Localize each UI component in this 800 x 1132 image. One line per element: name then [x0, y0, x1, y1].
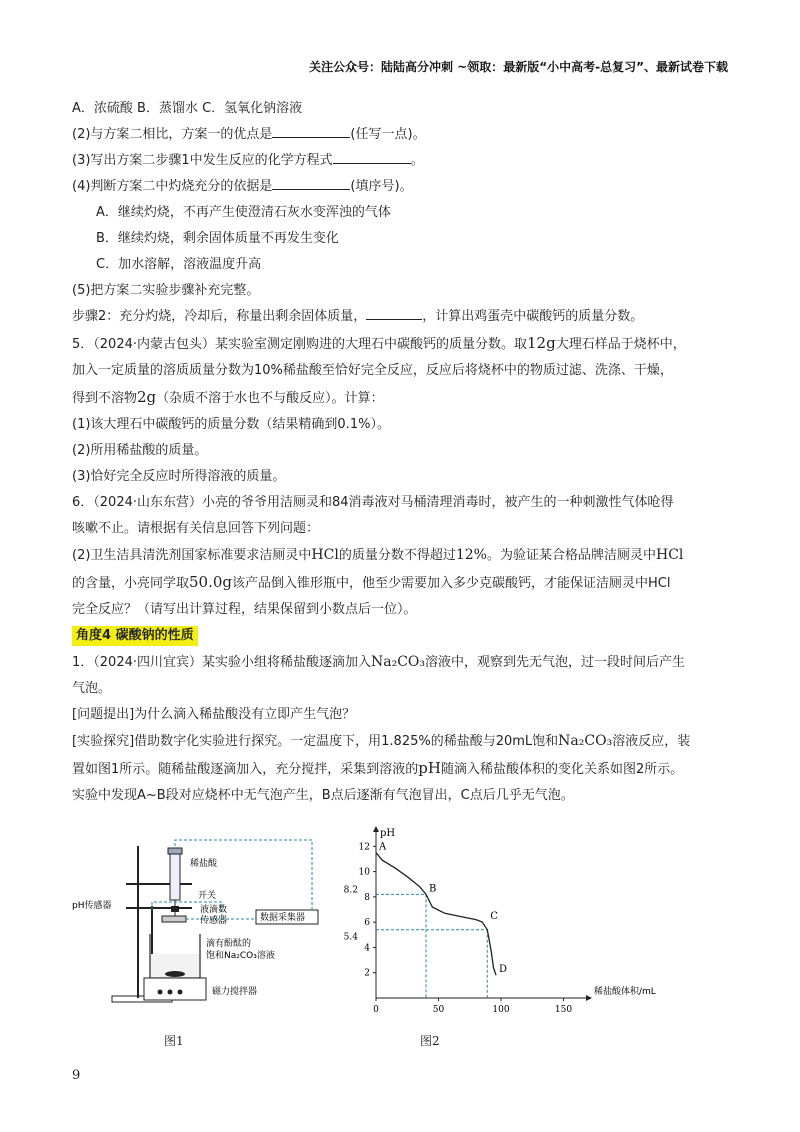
option-line: C．加水溶解，溶液温度升高: [96, 257, 262, 272]
y-axis-arrow: [373, 826, 379, 832]
drop-sensor: [162, 916, 186, 922]
x-tick-label: 0: [373, 1005, 379, 1015]
question-line: [72, 304, 732, 330]
question-line: (3)恰好完全反应时所得溶液的质量。: [72, 469, 286, 484]
option-line: B．继续灼烧，剩余固体质量不再发生变化: [96, 231, 339, 246]
question-line: [72, 728, 732, 755]
collector-label: 数据采集器: [260, 913, 306, 923]
y-tick-label: 4: [364, 943, 370, 954]
text: (2)与方案二相比，方案一的优点是: [72, 127, 273, 142]
x-tick-label: 150: [554, 1005, 573, 1015]
text: 溶液反应，装: [612, 734, 691, 749]
text: [实验探究]借助数字化实验进行探究。一定温度下，用1.825%的稀盐酸与20mL饱和: [72, 734, 559, 749]
question-line: (2)所用稀盐酸的质量。: [72, 443, 208, 458]
text: 的含量，小亮同学取: [72, 576, 190, 591]
math: 12g: [527, 334, 556, 352]
x-axis-arrow: [586, 995, 592, 1001]
x-tick-label: 50: [432, 1005, 445, 1015]
text: ，计算出鸡蛋壳中碳酸钙的质量分数。: [422, 309, 644, 324]
answer-blank[interactable]: [366, 305, 422, 320]
drop-label: 传感器: [200, 916, 228, 926]
math: HCl: [655, 547, 684, 563]
valve: [171, 906, 179, 912]
stir-bar: [165, 971, 185, 977]
drop-label: 液滴数: [200, 905, 228, 915]
x-axis-label: 稀盐酸体积/mL: [594, 987, 656, 997]
text: 1．（2024·四川宜宾）某实验小组将稀盐酸逐滴加入: [72, 655, 371, 670]
text: 置如图1所示。随稀盐酸逐滴加入，充分搅拌，采集到溶液的: [72, 762, 419, 777]
question-line: 加入一定质量的溶质质量分数为10%稀盐酸至恰好完全反应，反应后将烧杯中的物质过滤、洗涤、干燥，: [72, 363, 673, 378]
question-line: [72, 148, 732, 174]
solution-label: 滴有酚酞的: [206, 939, 252, 949]
answer-blank[interactable]: [272, 175, 350, 190]
figures: [72, 826, 732, 1056]
point-label: A: [379, 841, 387, 853]
document-body: [72, 96, 732, 809]
question-line: [72, 569, 732, 597]
text: 。: [410, 153, 424, 168]
point-label: C: [490, 911, 498, 923]
question-line: 气泡。: [72, 681, 112, 696]
knob: [158, 990, 163, 995]
question-line: [72, 755, 732, 783]
math: Na₂CO₃: [371, 654, 426, 670]
text: 随滴入稀盐酸体积的变化关系如图2所示。: [440, 762, 684, 777]
y-tick-label: 10: [358, 867, 370, 878]
text: 。为验证某合格品牌洁厕灵中: [486, 548, 656, 563]
text: 5．（2024·内蒙古包头）某实验室测定刚购进的大理石中碳酸钙的质量分数。取: [72, 337, 527, 352]
answer-blank[interactable]: [333, 149, 411, 164]
figure-2-caption: 图2: [420, 1034, 440, 1048]
text: (填序号)。: [350, 179, 413, 194]
question-line: [72, 174, 732, 200]
math: 50.0g: [189, 573, 233, 591]
x-tick-label: 100: [492, 1005, 510, 1015]
question-6: 6．（2024·山东东营）小亮的爷爷用洁厕灵和84消毒液对马桶清理消毒时，被产生的一种刺激性气体呛得: [72, 495, 674, 510]
stirrer-label: 磁力搅拌器: [212, 987, 258, 997]
question-line: [72, 542, 732, 569]
text: （杂质不溶于水也不与酸反应）。计算：: [156, 391, 384, 406]
math: HCl: [311, 547, 339, 563]
point-label: D: [499, 964, 508, 976]
question-line: 实验中发现A~B段对应烧杯中无气泡产生，B点后逐渐有气泡冒出，C点后几乎无气泡。: [72, 788, 574, 803]
y-tick-label: 2: [364, 968, 370, 979]
knob: [168, 990, 173, 995]
ref-value-label: 8.2: [343, 885, 358, 896]
magnetic-stirrer: [144, 978, 206, 1000]
option-line: A．浓硫酸 B．蒸馏水 C．氢氧化钠溶液: [72, 101, 303, 116]
question-line: 完全反应？（请写出计算过程，结果保留到小数点后一位）。: [72, 602, 417, 617]
option-line: A．继续灼烧，不再产生使澄清石灰水变浑浊的气体: [96, 205, 391, 220]
chart-axes: [359, 826, 592, 1015]
question-line: [72, 122, 732, 148]
text: 大理石样品于烧杯中，: [555, 337, 686, 352]
math: pH: [418, 759, 441, 777]
section-question-1: [72, 649, 732, 676]
text: (3)写出方案二步骤1中发生反应的化学方程式: [72, 153, 333, 168]
page-number: 9: [72, 1068, 81, 1083]
text: 得到不溶物: [72, 391, 138, 406]
cable: [175, 840, 312, 910]
question-line: 咳嗽不止。请根据有关信息回答下列问题：: [72, 521, 320, 536]
question-5: [72, 330, 732, 358]
ph-sensor-label: pH传感器: [72, 901, 112, 911]
math: 2g: [137, 388, 157, 406]
text: (4)判断方案二中灼烧充分的依据是: [72, 179, 273, 194]
text: 步骤2：充分灼烧，冷却后，称量出剩余固体质量，: [72, 309, 367, 324]
apparatus-figure: [72, 826, 322, 1026]
burette: [170, 854, 180, 900]
ref-value-label: 5.4: [343, 932, 358, 943]
text: (任写一点)。: [350, 127, 426, 142]
question-line: [72, 384, 732, 412]
section-heading: 角度4 碳酸钠的性质: [72, 626, 198, 646]
text: 该产品倒入锥形瓶中，他至少需要加入多少克碳酸钙，才能保证洁厕灵中HCl: [232, 576, 671, 591]
ph-curve: [376, 853, 496, 976]
question-line: (1)该大理石中碳酸钙的质量分数（结果精确到0.1%）。: [72, 417, 390, 432]
knob: [178, 990, 183, 995]
text: 溶液中，观察到先无气泡，过一段时间后产生: [425, 655, 686, 670]
ph-chart: [340, 826, 670, 1026]
question-line: (5)把方案二实验步骤补充完整。: [72, 283, 260, 298]
burette-cap: [168, 848, 182, 854]
y-axis-label: pH: [380, 828, 396, 839]
math: 12%: [455, 547, 487, 563]
point-label: B: [429, 883, 437, 895]
y-tick-label: 12: [358, 842, 370, 853]
acid-label: 稀盐酸: [190, 859, 218, 869]
y-tick-label: 8: [364, 892, 370, 903]
solution-label: 饱和Na₂CO₃溶液: [206, 951, 275, 961]
question-line: [问题提出]为什么滴入稀盐酸没有立即产生气泡？: [72, 707, 356, 722]
switch-label: 开关: [198, 891, 217, 901]
answer-blank[interactable]: [272, 123, 350, 138]
figure-1-caption: 图1: [164, 1034, 184, 1048]
text: 的质量分数不得超过: [338, 548, 456, 563]
text: (2)卫生洁具清洗剂国家标准要求洁厕灵中: [72, 548, 312, 563]
y-tick-label: 6: [364, 918, 370, 929]
page-header: 关注公众号：陆陆高分冲刺 ~领取：最新版“小中高考-总复习”、最新试卷下载: [309, 60, 728, 74]
math: Na₂CO₃: [558, 733, 613, 749]
